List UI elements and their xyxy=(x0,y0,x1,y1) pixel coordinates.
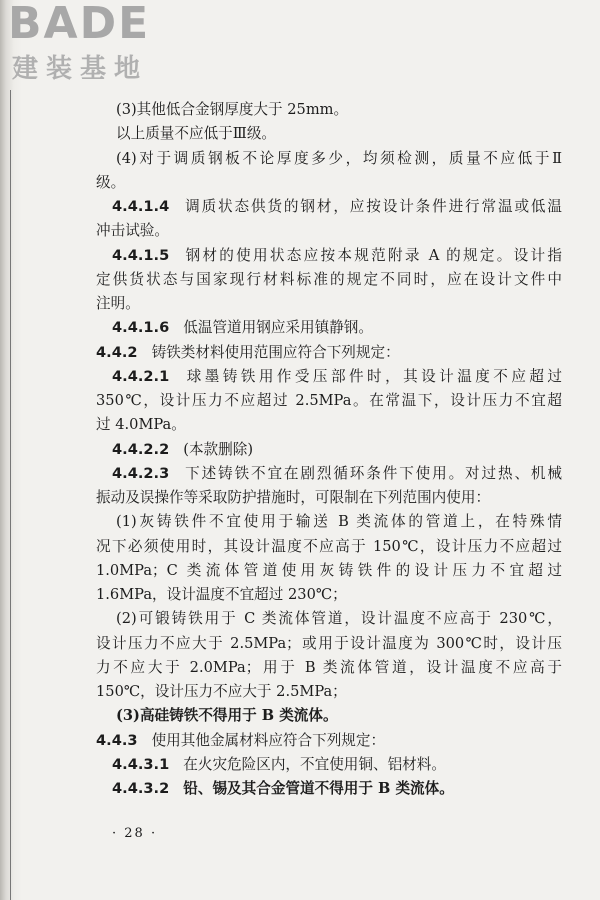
clause-line xyxy=(96,753,562,777)
line-text: (1)灰铸铁件不宜使用于输送 B 类流体的管道上，在特殊情 xyxy=(116,513,562,531)
clause-number: 4.4.1.6 xyxy=(112,319,170,337)
line-text: 调质状态供货的钢材，应按设计条件进行常温或低温 xyxy=(183,198,562,215)
line-text: 冲击试验。 xyxy=(96,222,169,240)
logo-subtitle: 建装基地 xyxy=(12,54,149,84)
text-line xyxy=(96,704,562,728)
text-line xyxy=(96,632,562,656)
clause-number: 4.4.2 xyxy=(96,343,138,361)
clause-line xyxy=(96,195,562,219)
line-text: 350℃，设计压力不应超过 2.5MPa。在常温下，设计压力不宜超 xyxy=(96,392,562,409)
page-binding-shadow xyxy=(0,0,22,900)
watermark-logo xyxy=(8,2,178,87)
line-text: 铸铁类材料使用范围应符合下列规定： xyxy=(151,343,400,361)
line-text: 下述铸铁不宜在剧烈循环条件下使用。对过热、机械 xyxy=(183,464,562,482)
line-text: 以上质量不应低于Ⅲ级。 xyxy=(116,125,277,143)
clause-line xyxy=(96,341,562,365)
clause-line xyxy=(96,729,562,753)
clause-number: 4.4.1.5 xyxy=(112,246,170,264)
text-line xyxy=(96,583,562,607)
clause-line xyxy=(96,244,562,268)
line-text: 注明。 xyxy=(96,295,140,312)
text-line xyxy=(96,98,562,122)
line-text: (2)可锻铸铁用于 C 类流体管道，设计温度不应高于 230℃， xyxy=(116,610,562,628)
clause-number: 4.4.2.2 xyxy=(112,440,170,458)
binding-edge-line xyxy=(10,90,11,900)
line-text: 过 4.0MPa。 xyxy=(96,416,186,434)
line-text: (本款删除) xyxy=(183,440,254,458)
line-text: 级。 xyxy=(96,173,126,191)
text-line xyxy=(96,389,562,413)
clause-number: 4.4.1.4 xyxy=(112,198,170,215)
text-line xyxy=(96,510,562,534)
text-line xyxy=(96,656,562,680)
clause-number: 4.4.3.2 xyxy=(112,780,170,797)
text-line xyxy=(96,122,562,146)
line-text: 150℃，设计压力不应大于 2.5MPa； xyxy=(96,683,347,700)
clause-line xyxy=(96,316,562,340)
logo-text: BADE xyxy=(8,0,151,49)
text-line xyxy=(96,559,562,583)
line-text: 铅、锡及其合金管道不得用于 B 类流体。 xyxy=(183,780,454,797)
line-text: (3)其他低合金钢厚度大于 25mm。 xyxy=(116,101,349,118)
line-text: 球墨铸铁用作受压部件时，其设计温度不应超过 xyxy=(183,367,562,385)
line-text: 况下必须使用时，其设计温度不应高于 150℃，设计压力不应超过 xyxy=(96,537,562,555)
clause-line xyxy=(96,462,562,486)
clause-line xyxy=(96,777,562,801)
document-body xyxy=(96,98,562,801)
text-line xyxy=(96,486,562,510)
clause-number: 4.4.2.3 xyxy=(112,464,170,482)
clause-number: 4.4.3.1 xyxy=(112,755,170,773)
line-text: 力不应大于 2.0MPa；用于 B 类流体管道，设计温度不应高于 xyxy=(96,658,562,676)
line-text: 在火灾危险区内，不宜使用铜、铝材料。 xyxy=(183,755,446,773)
line-text: 1.6MPa，设计温度不宜超过 230℃； xyxy=(96,586,347,603)
text-line xyxy=(96,292,562,316)
page-number: · 28 · xyxy=(112,826,158,841)
clause-line xyxy=(96,438,562,462)
line-text: (3)高硅铸铁不得用于 B 类流体。 xyxy=(116,707,338,725)
line-text: 低温管道用钢应采用镇静钢。 xyxy=(183,319,373,337)
line-text: 钢材的使用状态应按本规范附录 A 的规定。设计指 xyxy=(183,246,562,264)
line-text: 设计压力不应大于 2.5MPa；或用于设计温度为 300℃时，设计压 xyxy=(96,634,562,652)
text-line xyxy=(96,147,562,171)
line-text: 振动及误操作等采取防护措施时，可限制在下列范围内使用： xyxy=(96,489,491,506)
text-line xyxy=(96,607,562,631)
clause-number: 4.4.3 xyxy=(96,731,138,749)
text-line xyxy=(96,413,562,437)
line-text: 使用其他金属材料应符合下列规定： xyxy=(151,731,386,749)
text-line xyxy=(96,535,562,559)
text-line xyxy=(96,268,562,292)
clause-number: 4.4.2.1 xyxy=(112,367,170,385)
text-line xyxy=(96,680,562,704)
text-line xyxy=(96,171,562,195)
line-text: 定供货状态与国家现行材料标准的规定不同时，应在设计文件中 xyxy=(96,270,562,288)
text-line xyxy=(96,219,562,243)
clause-line xyxy=(96,365,562,389)
line-text: 1.0MPa；C 类流体管道使用灰铸铁件的设计压力不宜超过 xyxy=(96,561,562,579)
line-text: (4)对于调质钢板不论厚度多少，均须检测，质量不应低于Ⅱ xyxy=(116,149,562,167)
